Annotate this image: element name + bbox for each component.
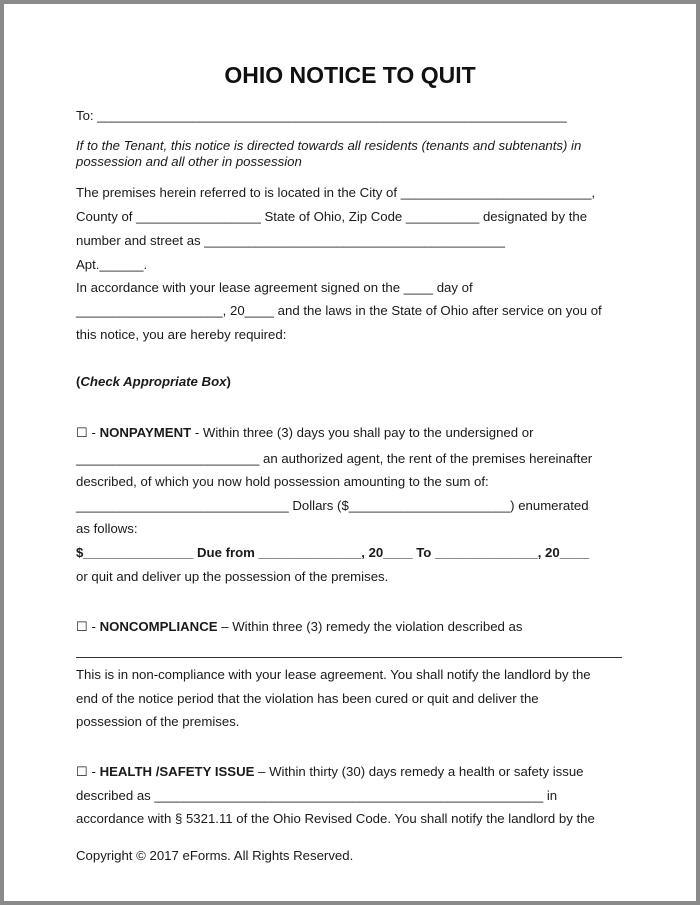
nonpayment-label: NONPAYMENT [99, 425, 192, 440]
noncompliance-line-3: end of the notice period that the violation has been cured or quit and deliver the [76, 691, 539, 706]
nonpayment-text: - Within three (3) days you shall pay to the undersigned or [191, 425, 534, 440]
premises-line-7: this notice, you are hereby required: [76, 327, 287, 342]
heading-open-paren: ( [76, 374, 81, 389]
heading-text: Check Appropriate Box [80, 374, 227, 389]
nonpayment-due-line: $_______________ Due from ______________, 20____ To ______________, 20____ [76, 545, 590, 560]
document-title: OHIO NOTICE TO QUIT [224, 62, 476, 88]
health-safety-line-2: described as _____________________________________________________ in [76, 788, 558, 803]
premises-line-4: Apt.______. [76, 257, 148, 272]
premises-line-5: In accordance with your lease agreement signed on the ____ day of [76, 280, 473, 295]
premises-line-1: The premises herein referred to is located in the City of __________________________, [76, 185, 596, 200]
heading-close-paren: ) [226, 374, 231, 389]
nonpayment-checkbox[interactable]: ☐ [76, 425, 88, 440]
premises-line-6: ____________________, 20____ and the laws in the State of Ohio after service on you of [76, 303, 602, 318]
nonpayment-line-5: as follows: [76, 521, 138, 536]
noncompliance-line-2: This is in non-compliance with your lease agreement. You shall notify the landlord by the [76, 667, 591, 682]
health-safety-prefix: - [87, 764, 100, 779]
noncompliance-prefix: - [87, 619, 100, 634]
noncompliance-text: – Within three (3) remedy the violation described as [217, 619, 523, 634]
nonpayment-line [76, 425, 533, 441]
nonpayment-line-3: described, of which you now hold possession amounting to the sum of: [76, 474, 489, 489]
premises-line-2: County of _________________ State of Ohio, Zip Code __________ designated by the [76, 209, 588, 224]
health-safety-checkbox[interactable]: ☐ [76, 764, 88, 779]
nonpayment-line-4: _____________________________ Dollars ($______________________) enumerated [76, 498, 589, 513]
health-safety-line [76, 764, 584, 780]
check-box-heading [76, 374, 231, 389]
health-safety-text: – Within thirty (30) days remedy a health or safety issue [254, 764, 584, 779]
nonpayment-prefix: - [87, 425, 100, 440]
copyright-footer: Copyright © 2017 eForms. All Rights Reserved. [76, 848, 354, 863]
health-safety-line-3: accordance with § 5321.11 of the Ohio Revised Code. You shall notify the landlord by the [76, 811, 595, 826]
document-page [4, 4, 696, 901]
health-safety-label: HEALTH /SAFETY ISSUE [99, 764, 255, 779]
noncompliance-label: NONCOMPLIANCE [99, 619, 218, 634]
nonpayment-last-line: or quit and deliver up the possession of the premises. [76, 569, 389, 584]
tenant-note-line-1: If to the Tenant, this notice is directed towards all residents (tenants and subtenants) in [76, 138, 582, 153]
noncompliance-line [76, 619, 522, 635]
nonpayment-line-2: _________________________ an authorized agent, the rent of the premises hereinafter [76, 451, 593, 466]
noncompliance-blank-rule [76, 657, 622, 658]
noncompliance-line-4: possession of the premises. [76, 714, 240, 729]
tenant-note-line-2: possession and all other in possession [76, 154, 302, 169]
noncompliance-checkbox[interactable]: ☐ [76, 619, 88, 634]
premises-line-3: number and street as _________________________________________ [76, 233, 505, 248]
to-line: To: ________________________________________________________________ [76, 108, 567, 123]
